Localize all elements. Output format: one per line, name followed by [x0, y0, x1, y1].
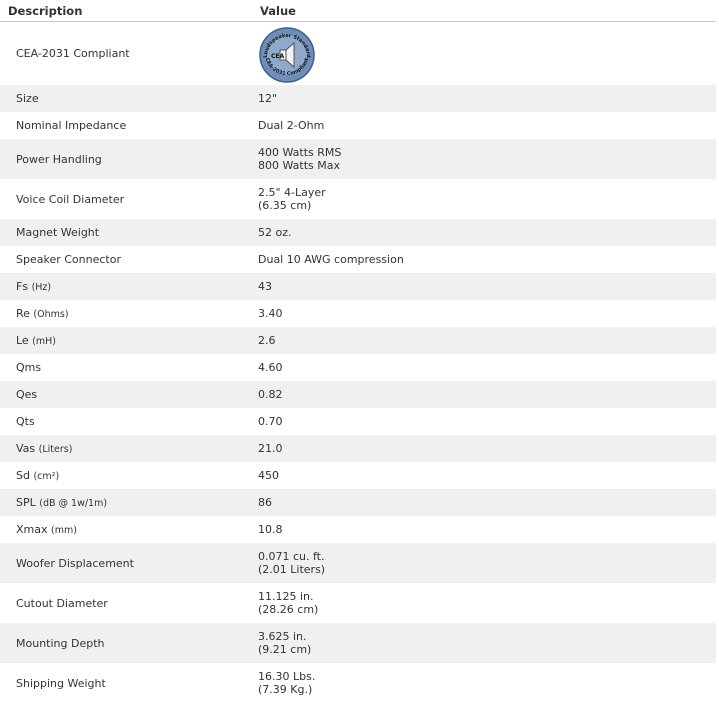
spec-row — [0, 354, 716, 381]
spec-value-cell — [257, 112, 716, 139]
spec-value-cell — [257, 273, 716, 300]
spec-label: SPL — [16, 495, 36, 509]
spec-value: 52 oz. — [258, 226, 292, 239]
spec-value-secondary: (7.39 Kg.) — [258, 683, 313, 696]
spec-row-cea — [0, 22, 716, 86]
spec-value-cell — [257, 623, 716, 663]
spec-value-secondary: (9.21 cm) — [258, 643, 312, 656]
spec-value-cell — [257, 219, 716, 246]
spec-label: Power Handling — [16, 152, 102, 166]
spec-label-cell — [0, 85, 257, 112]
spec-label: Voice Coil Diameter — [16, 192, 125, 206]
spec-label: Shipping Weight — [16, 676, 106, 690]
spec-row — [0, 327, 716, 354]
spec-label-cell — [0, 516, 257, 543]
spec-row — [0, 516, 716, 543]
spec-value: 10.8 — [258, 523, 283, 536]
spec-unit: (Hz) — [31, 281, 52, 293]
spec-label-cell — [0, 179, 257, 219]
spec-label: Fs — [16, 279, 29, 293]
spec-value: 86 — [258, 496, 272, 509]
spec-row — [0, 623, 716, 663]
spec-label-cell — [0, 408, 257, 435]
spec-value-cell — [257, 663, 716, 703]
spec-label: Nominal Impedance — [16, 119, 127, 132]
spec-row — [0, 179, 716, 219]
spec-value: 450 — [258, 469, 279, 482]
spec-unit: (Ohms) — [33, 308, 69, 320]
spec-value: 3.625 in. — [258, 630, 307, 643]
spec-label: Magnet Weight — [16, 226, 100, 239]
spec-row — [0, 583, 716, 623]
spec-value: 400 Watts RMS — [258, 146, 342, 159]
svg-text:CEA-2031 Compliant: CEA-2031 Compliant — [263, 57, 311, 78]
spec-label-cell — [0, 300, 257, 327]
svg-text:CEA: CEA — [271, 53, 285, 60]
spec-label: CEA-2031 Compliant — [16, 47, 130, 60]
value-header: Value — [257, 0, 716, 22]
spec-label: Cutout Diameter — [16, 596, 108, 610]
spec-value: 0.82 — [258, 388, 283, 401]
spec-row — [0, 112, 716, 139]
spec-value-cell — [257, 246, 716, 273]
spec-label-cell — [0, 543, 257, 583]
spec-value-cell — [257, 462, 716, 489]
spec-unit: (dB @ 1w/1m) — [39, 497, 108, 509]
spec-label-cell — [0, 583, 257, 623]
spec-label: Le — [16, 333, 29, 347]
spec-value-secondary: (2.01 Liters) — [258, 563, 326, 576]
spec-row — [0, 543, 716, 583]
spec-value-cell — [257, 408, 716, 435]
header-row — [0, 0, 716, 22]
spec-value-cell — [257, 139, 716, 179]
cea-compliant-logo — [258, 26, 316, 84]
spec-label-cell — [0, 112, 257, 139]
spec-value-secondary: 800 Watts Max — [258, 159, 341, 172]
spec-row — [0, 273, 716, 300]
spec-label-cell — [0, 623, 257, 663]
spec-row — [0, 246, 716, 273]
spec-label: Qts — [16, 415, 35, 428]
spec-value: Dual 2-Ohm — [258, 119, 325, 132]
spec-value-secondary: (28.26 cm) — [258, 603, 319, 616]
spec-unit: (mm) — [51, 524, 77, 536]
spec-label: Xmax — [16, 522, 48, 536]
spec-row — [0, 219, 716, 246]
spec-label: Sd — [16, 468, 30, 482]
spec-label-cell — [0, 219, 257, 246]
spec-label-cell — [0, 663, 257, 703]
spec-value: 12" — [258, 92, 278, 105]
spec-row — [0, 663, 716, 703]
spec-value: 21.0 — [258, 442, 283, 455]
spec-label: Qes — [16, 388, 38, 401]
spec-value: 0.70 — [258, 415, 283, 428]
spec-row — [0, 462, 716, 489]
spec-row — [0, 435, 716, 462]
spec-unit: (cm²) — [33, 470, 60, 482]
spec-row — [0, 489, 716, 516]
spec-value-cell — [257, 85, 716, 112]
spec-label: Mounting Depth — [16, 636, 105, 650]
spec-label: Vas — [16, 441, 36, 455]
spec-value-cell — [257, 327, 716, 354]
spec-unit: (Liters) — [38, 443, 73, 455]
spec-value-cell — [257, 179, 716, 219]
spec-label: Qms — [16, 361, 42, 374]
spec-row — [0, 85, 716, 112]
spec-label-cell — [0, 435, 257, 462]
spec-value-cell — [257, 543, 716, 583]
spec-value: 2.6 — [258, 334, 276, 347]
spec-value-secondary: (6.35 cm) — [258, 199, 312, 212]
spec-row — [0, 139, 716, 179]
spec-value: 4.60 — [258, 361, 283, 374]
spec-label-cell — [0, 489, 257, 516]
spec-label-cell — [0, 462, 257, 489]
description-header: Description — [0, 0, 257, 22]
spec-value-cell — [257, 381, 716, 408]
spec-body — [0, 22, 716, 704]
spec-unit: (mH) — [32, 335, 57, 347]
spec-label: Size — [16, 92, 39, 105]
spec-value: 16.30 Lbs. — [258, 670, 316, 683]
spec-label-cell — [0, 327, 257, 354]
spec-label-cell — [0, 381, 257, 408]
spec-value-cell — [257, 300, 716, 327]
spec-value-cell — [257, 435, 716, 462]
spec-label: Woofer Displacement — [16, 556, 134, 570]
spec-value: 0.071 cu. ft. — [258, 550, 325, 563]
spec-value — [257, 22, 716, 86]
spec-label-cell — [0, 273, 257, 300]
spec-label-cell — [0, 354, 257, 381]
spec-row — [0, 381, 716, 408]
spec-value: 2.5" 4-Layer — [258, 186, 326, 199]
spec-value-cell — [257, 516, 716, 543]
spec-value: 3.40 — [258, 307, 283, 320]
spec-row — [0, 300, 716, 327]
spec-value: Dual 10 AWG compression — [258, 253, 404, 266]
spec-label-cell — [0, 139, 257, 179]
spec-value-cell — [257, 354, 716, 381]
spec-label: Re — [16, 306, 30, 320]
spec-label-cell — [0, 246, 257, 273]
svg-text:Loudspeaker Standard: Loudspeaker Standard — [262, 32, 312, 58]
spec-value-cell — [257, 489, 716, 516]
spec-value: 11.125 in. — [258, 590, 314, 603]
spec-value: 43 — [258, 280, 272, 293]
spec-value-cell — [257, 583, 716, 623]
spec-label: Speaker Connector — [16, 253, 121, 266]
spec-row — [0, 408, 716, 435]
